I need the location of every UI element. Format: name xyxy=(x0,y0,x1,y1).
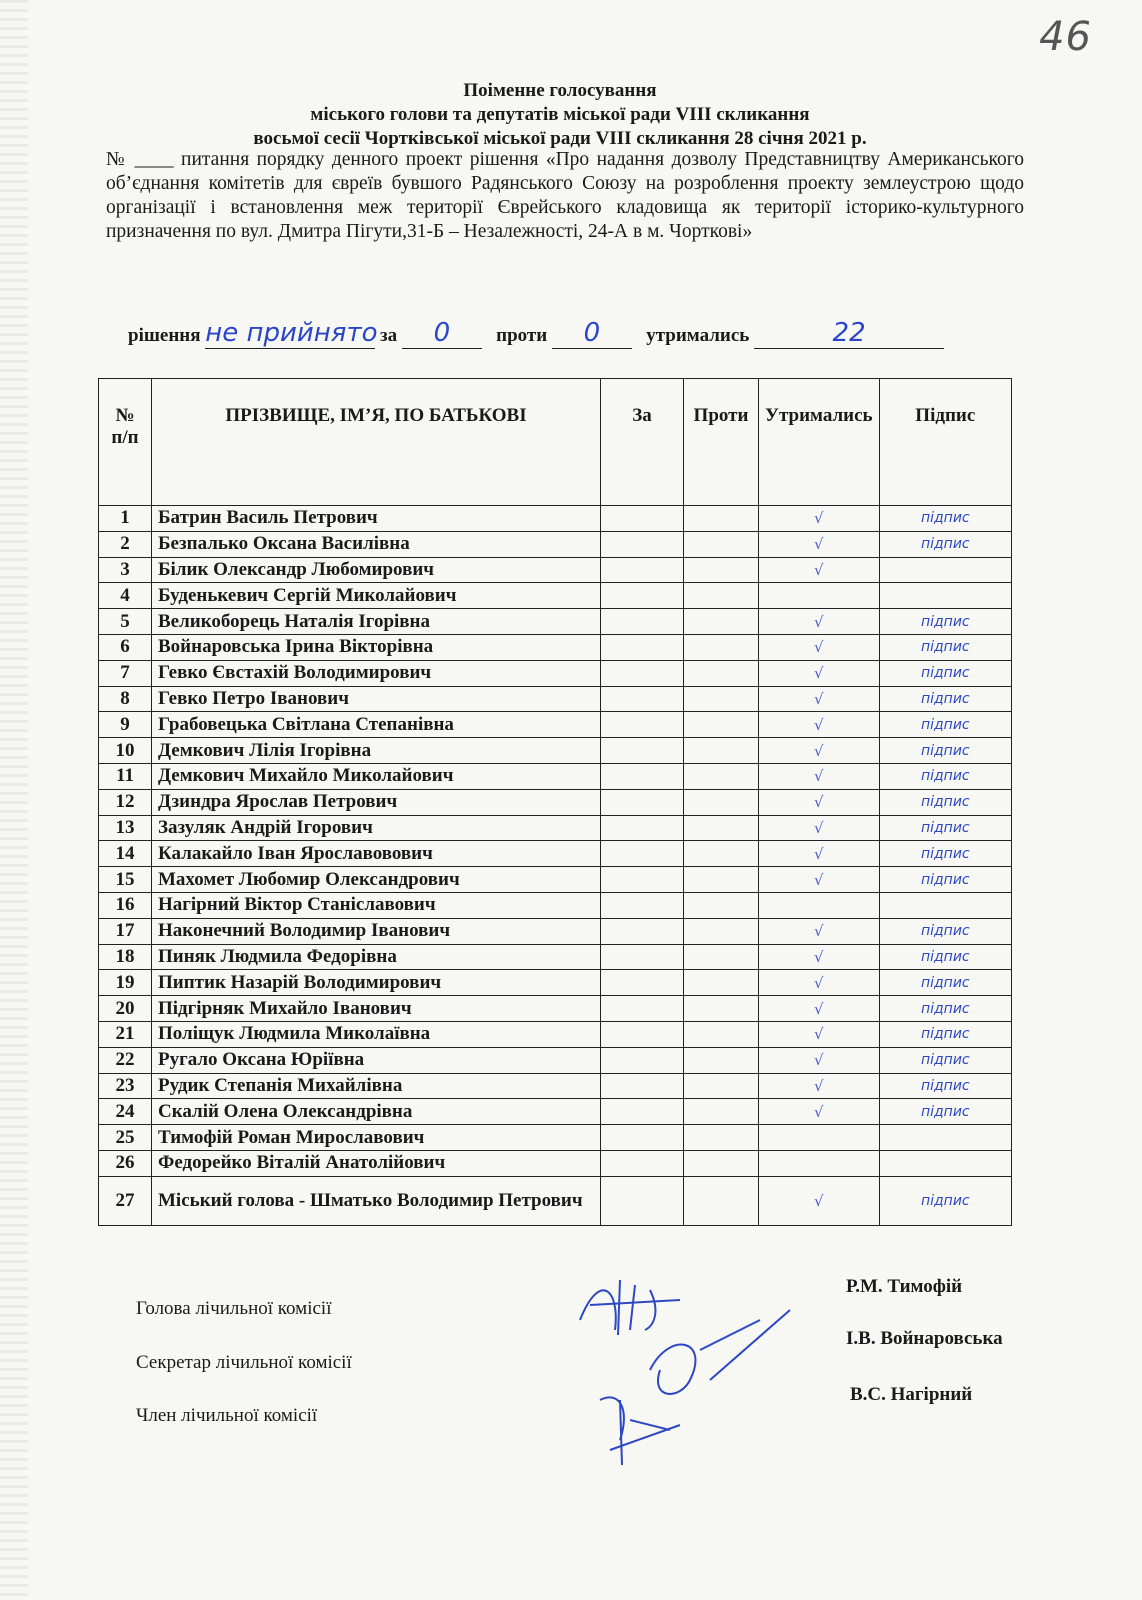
row-name: Великоборець Наталія Ігорівна xyxy=(152,609,601,635)
vote-table xyxy=(98,378,1012,1226)
for-label: за xyxy=(380,325,398,346)
against-value: 0 xyxy=(552,318,632,349)
row-signature: підпис xyxy=(879,841,1011,867)
table-row xyxy=(99,506,1012,532)
row-for xyxy=(601,892,684,918)
row-for xyxy=(601,815,684,841)
row-name: Гевко Євстахій Володимирович xyxy=(152,660,601,686)
row-against xyxy=(684,1150,759,1176)
row-signature xyxy=(879,892,1011,918)
row-number: 23 xyxy=(99,1073,152,1099)
row-signature: підпис xyxy=(879,738,1011,764)
row-against xyxy=(684,789,759,815)
row-signature: підпис xyxy=(879,970,1011,996)
row-name: Рудик Степанія Михайлівна xyxy=(152,1073,601,1099)
row-abstain xyxy=(759,1125,880,1151)
row-against xyxy=(684,996,759,1022)
row-signature: підпис xyxy=(879,1021,1011,1047)
row-against xyxy=(684,712,759,738)
row-number: 20 xyxy=(99,996,152,1022)
commission-secretary-name: І.В. Войнаровська xyxy=(846,1328,1003,1349)
row-signature: підпис xyxy=(879,609,1011,635)
row-against xyxy=(684,918,759,944)
row-name: Войнаровська Ірина Вікторівна xyxy=(152,634,601,660)
table-row xyxy=(99,918,1012,944)
row-name: Ругало Оксана Юріївна xyxy=(152,1047,601,1073)
row-against xyxy=(684,892,759,918)
row-number: 17 xyxy=(99,918,152,944)
row-for xyxy=(601,1021,684,1047)
row-name: Пиняк Людмила Федорівна xyxy=(152,944,601,970)
row-number: 13 xyxy=(99,815,152,841)
table-row xyxy=(99,738,1012,764)
table-row xyxy=(99,1099,1012,1125)
row-name: Буденькевич Сергій Миколайович xyxy=(152,583,601,609)
agenda-topic: № ____ питання порядку денного проект рішення «Про надання дозволу Представництву Американського об’єднання комітетів для євреїв бувшого Радянського Союзу на розроблення проекту землеустрою щодо організації і встановлення меж території Єврейського кладовища як території історико-культурного призначення по вул. Дмитра Пігути,31-Б – Незалежності, 24-А в м. Чорткові» xyxy=(106,149,1024,242)
row-against xyxy=(684,1125,759,1151)
row-abstain: √ xyxy=(759,609,880,635)
row-number: 27 xyxy=(99,1176,152,1225)
row-against xyxy=(684,686,759,712)
row-against xyxy=(684,738,759,764)
row-against xyxy=(684,609,759,635)
table-row xyxy=(99,841,1012,867)
page-number: 46 xyxy=(1039,14,1092,60)
row-against xyxy=(684,1099,759,1125)
header-num: № п/п xyxy=(99,379,152,506)
row-signature: підпис xyxy=(879,712,1011,738)
row-number: 5 xyxy=(99,609,152,635)
row-for xyxy=(601,763,684,789)
row-signature: підпис xyxy=(879,634,1011,660)
row-name: Калакайло Іван Ярославовович xyxy=(152,841,601,867)
row-against xyxy=(684,634,759,660)
row-for xyxy=(601,738,684,764)
table-row xyxy=(99,1073,1012,1099)
row-name: Нагірний Віктор Станіславович xyxy=(152,892,601,918)
table-row xyxy=(99,996,1012,1022)
table-row xyxy=(99,1047,1012,1073)
row-abstain xyxy=(759,892,880,918)
commission-secretary-label: Секретар лічильної комісії xyxy=(136,1352,352,1373)
table-row xyxy=(99,686,1012,712)
row-for xyxy=(601,1073,684,1099)
doc-subtitle: міського голови та депутатів міської ради VIII скликання xyxy=(310,104,810,125)
row-for xyxy=(601,1047,684,1073)
scan-edge xyxy=(0,0,28,1600)
table-row xyxy=(99,583,1012,609)
row-against xyxy=(684,1047,759,1073)
row-number: 26 xyxy=(99,1150,152,1176)
row-name: Демкович Лілія Ігорівна xyxy=(152,738,601,764)
row-name: Махомет Любомир Олександрович xyxy=(152,867,601,893)
row-abstain: √ xyxy=(759,841,880,867)
row-for xyxy=(601,506,684,532)
doc-title: Поіменне голосування xyxy=(463,80,657,101)
row-for xyxy=(601,918,684,944)
row-number: 21 xyxy=(99,1021,152,1047)
row-signature: підпис xyxy=(879,918,1011,944)
row-for xyxy=(601,712,684,738)
row-for xyxy=(601,789,684,815)
row-against xyxy=(684,531,759,557)
vote-table-body xyxy=(99,506,1012,1226)
row-for xyxy=(601,841,684,867)
row-for xyxy=(601,867,684,893)
row-against xyxy=(684,763,759,789)
row-abstain xyxy=(759,583,880,609)
table-row xyxy=(99,867,1012,893)
header-name: ПРІЗВИЩЕ, ІМ’Я, ПО БАТЬКОВІ xyxy=(152,379,601,506)
row-signature xyxy=(879,557,1011,583)
row-for xyxy=(601,944,684,970)
abstain-label: утримались xyxy=(646,325,750,346)
commission-signatures-icon xyxy=(560,1250,820,1480)
header-abstain: Утримались xyxy=(759,379,880,506)
session-line: восьмої сесії Чортківської міської ради VIII скликання 28 січня 2021 р. xyxy=(253,128,867,149)
row-abstain: √ xyxy=(759,660,880,686)
row-abstain: √ xyxy=(759,815,880,841)
header-for: За xyxy=(601,379,684,506)
row-for xyxy=(601,1099,684,1125)
table-row xyxy=(99,789,1012,815)
row-against xyxy=(684,815,759,841)
row-signature: підпис xyxy=(879,815,1011,841)
row-abstain: √ xyxy=(759,1099,880,1125)
table-row xyxy=(99,660,1012,686)
row-for xyxy=(601,970,684,996)
row-against xyxy=(684,506,759,532)
row-number: 11 xyxy=(99,763,152,789)
row-number: 2 xyxy=(99,531,152,557)
row-against xyxy=(684,1176,759,1225)
row-name: Батрин Василь Петрович xyxy=(152,506,601,532)
row-signature: підпис xyxy=(879,1176,1011,1225)
row-abstain: √ xyxy=(759,789,880,815)
row-name: Пиптик Назарій Володимирович xyxy=(152,970,601,996)
table-row xyxy=(99,970,1012,996)
row-against xyxy=(684,867,759,893)
row-name: Демкович Михайло Миколайович xyxy=(152,763,601,789)
row-signature xyxy=(879,1150,1011,1176)
commission-member-name: В.С. Нагірний xyxy=(850,1384,973,1405)
row-for xyxy=(601,1150,684,1176)
row-name: Безпалько Оксана Василівна xyxy=(152,531,601,557)
row-abstain: √ xyxy=(759,1073,880,1099)
row-abstain: √ xyxy=(759,1021,880,1047)
abstain-value: 22 xyxy=(754,318,944,349)
row-abstain: √ xyxy=(759,970,880,996)
decision-value: не прийнято xyxy=(205,318,378,348)
row-number: 24 xyxy=(99,1099,152,1125)
table-row xyxy=(99,1150,1012,1176)
table-row xyxy=(99,763,1012,789)
row-number: 19 xyxy=(99,970,152,996)
row-signature: підпис xyxy=(879,531,1011,557)
row-for xyxy=(601,609,684,635)
table-row xyxy=(99,557,1012,583)
row-number: 4 xyxy=(99,583,152,609)
row-abstain: √ xyxy=(759,738,880,764)
row-for xyxy=(601,686,684,712)
commission-member-label: Член лічильної комісії xyxy=(136,1405,318,1426)
row-signature: підпис xyxy=(879,1047,1011,1073)
row-signature: підпис xyxy=(879,1073,1011,1099)
row-for xyxy=(601,996,684,1022)
row-signature: підпис xyxy=(879,763,1011,789)
row-abstain: √ xyxy=(759,712,880,738)
row-number: 3 xyxy=(99,557,152,583)
commission-head-name: Р.М. Тимофій xyxy=(846,1276,963,1297)
row-number: 18 xyxy=(99,944,152,970)
row-signature: підпис xyxy=(879,686,1011,712)
row-signature: підпис xyxy=(879,506,1011,532)
row-abstain: √ xyxy=(759,1047,880,1073)
row-name: Скалій Олена Олександрівна xyxy=(152,1099,601,1125)
row-name: Поліщук Людмила Миколаївна xyxy=(152,1021,601,1047)
table-row xyxy=(99,944,1012,970)
row-signature: підпис xyxy=(879,1099,1011,1125)
commission-head-label: Голова лічильної комісії xyxy=(136,1298,332,1319)
row-for xyxy=(601,557,684,583)
row-name: Федорейко Віталій Анатолійович xyxy=(152,1150,601,1176)
row-name: Зазуляк Андрій Ігорович xyxy=(152,815,601,841)
row-abstain xyxy=(759,1150,880,1176)
row-number: 6 xyxy=(99,634,152,660)
row-abstain: √ xyxy=(759,634,880,660)
table-row xyxy=(99,1125,1012,1151)
row-abstain: √ xyxy=(759,918,880,944)
row-for xyxy=(601,1176,684,1225)
row-signature: підпис xyxy=(879,660,1011,686)
table-row xyxy=(99,634,1012,660)
row-abstain: √ xyxy=(759,996,880,1022)
row-number: 25 xyxy=(99,1125,152,1151)
row-number: 16 xyxy=(99,892,152,918)
row-against xyxy=(684,583,759,609)
row-signature xyxy=(879,1125,1011,1151)
table-row xyxy=(99,531,1012,557)
row-signature: підпис xyxy=(879,944,1011,970)
row-for xyxy=(601,1125,684,1151)
row-name: Тимофій Роман Мирославович xyxy=(152,1125,601,1151)
row-abstain: √ xyxy=(759,506,880,532)
row-number: 14 xyxy=(99,841,152,867)
row-number: 12 xyxy=(99,789,152,815)
decision-label: рішення xyxy=(128,325,201,346)
row-name: Білик Олександр Любомирович xyxy=(152,557,601,583)
row-abstain: √ xyxy=(759,1176,880,1225)
row-abstain: √ xyxy=(759,867,880,893)
row-against xyxy=(684,557,759,583)
row-for xyxy=(601,634,684,660)
row-name: Підгірняк Михайло Іванович xyxy=(152,996,601,1022)
decision-line xyxy=(128,318,944,349)
row-number: 7 xyxy=(99,660,152,686)
row-number: 22 xyxy=(99,1047,152,1073)
row-for xyxy=(601,660,684,686)
row-signature: підпис xyxy=(879,789,1011,815)
row-against xyxy=(684,1073,759,1099)
row-abstain: √ xyxy=(759,944,880,970)
row-signature: підпис xyxy=(879,867,1011,893)
row-name: Дзиндра Ярослав Петрович xyxy=(152,789,601,815)
table-row xyxy=(99,815,1012,841)
row-against xyxy=(684,660,759,686)
table-header-row xyxy=(99,379,1012,506)
table-row xyxy=(99,609,1012,635)
row-abstain: √ xyxy=(759,531,880,557)
row-number: 10 xyxy=(99,738,152,764)
header-against: Проти xyxy=(684,379,759,506)
row-number: 9 xyxy=(99,712,152,738)
row-number: 15 xyxy=(99,867,152,893)
table-row xyxy=(99,712,1012,738)
table-row xyxy=(99,892,1012,918)
row-number: 1 xyxy=(99,506,152,532)
row-name: Грабовецька Світлана Степанівна xyxy=(152,712,601,738)
row-against xyxy=(684,1021,759,1047)
for-value: 0 xyxy=(402,318,482,349)
row-name: Наконечний Володимир Іванович xyxy=(152,918,601,944)
against-label: проти xyxy=(496,325,548,346)
row-for xyxy=(601,583,684,609)
row-signature: підпис xyxy=(879,996,1011,1022)
row-number: 8 xyxy=(99,686,152,712)
row-name: Міський голова - Шматько Володимир Петрович xyxy=(152,1176,601,1225)
row-name: Гевко Петро Іванович xyxy=(152,686,601,712)
row-against xyxy=(684,944,759,970)
row-abstain: √ xyxy=(759,763,880,789)
row-against xyxy=(684,841,759,867)
row-abstain: √ xyxy=(759,557,880,583)
row-for xyxy=(601,531,684,557)
row-abstain: √ xyxy=(759,686,880,712)
header-signature: Підпис xyxy=(879,379,1011,506)
table-row xyxy=(99,1176,1012,1225)
table-row xyxy=(99,1021,1012,1047)
row-signature xyxy=(879,583,1011,609)
row-against xyxy=(684,970,759,996)
